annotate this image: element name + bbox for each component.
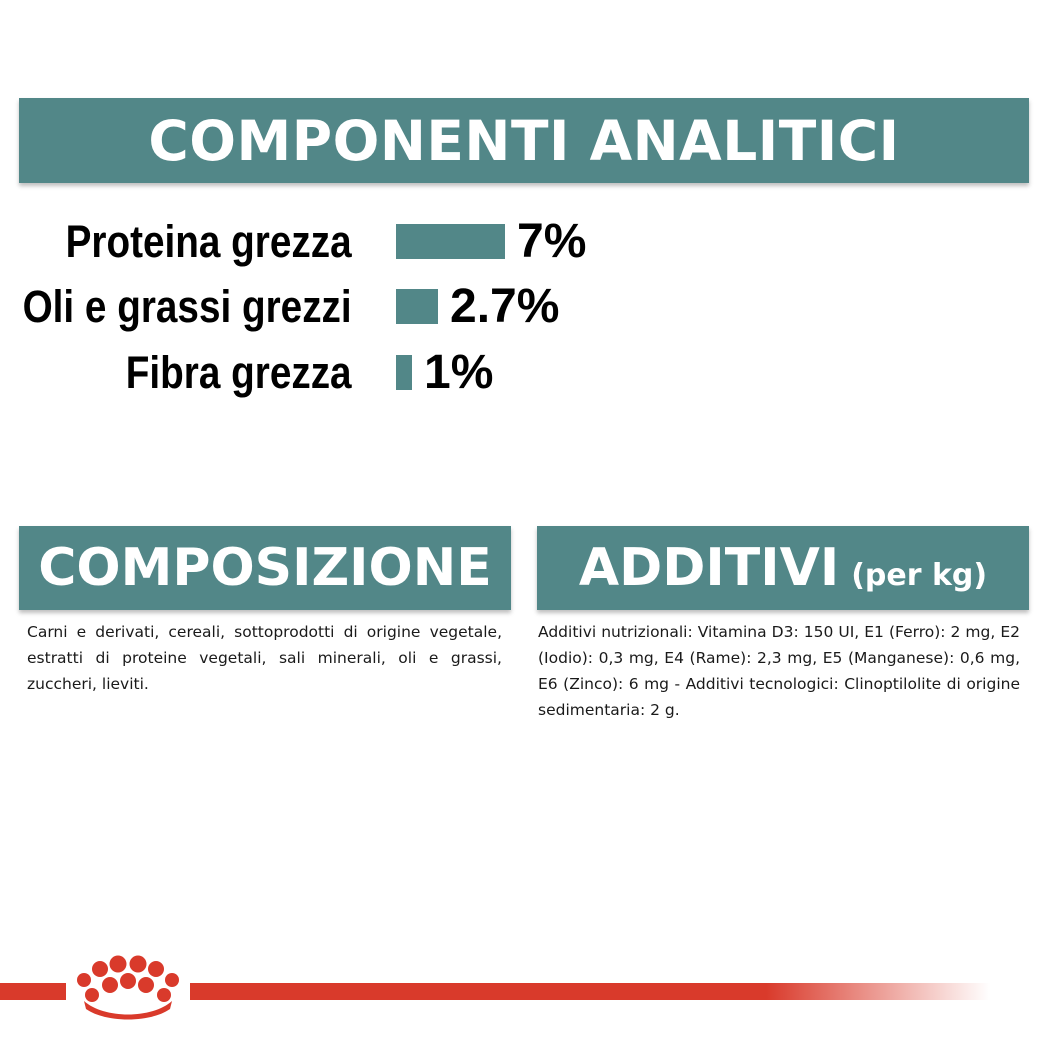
analytic-bar — [396, 355, 412, 390]
footer-red-line-left — [0, 983, 66, 1000]
analytic-components-banner — [19, 98, 1029, 183]
additives-text: Additivi nutrizionali: Vitamina D3: 150 UI, E1 (Ferro): 2 mg, E2 (Iodio): 0,3 mg, E4 (Rame): 2,3 mg, E5 (Manganese): 0,6 mg, E6 (Zinco): 6 mg - Additivi tecnologici: Clinoptilolite di origine sedimentaria: 2 g. — [538, 623, 1020, 719]
composition-banner — [19, 526, 511, 610]
analytic-row-fiber — [0, 341, 1049, 405]
analytic-bar — [396, 224, 505, 259]
composition-text: Carni e derivati, cereali, sottoprodotti di origine vegetale, estratti di proteine vegetali, sali minerali, oli e grassi, zuccheri, lieviti. — [27, 623, 502, 693]
analytic-row-value: 7% — [517, 215, 587, 268]
analytic-row-value: 1% — [424, 346, 494, 399]
additives-title: ADDITIVI — [578, 538, 840, 598]
footer-red-line-right — [190, 983, 990, 1000]
analytic-row-label: Oli e grassi grezzi — [22, 281, 352, 332]
royal-canin-crown-icon — [70, 955, 186, 1021]
analytic-row-fat — [0, 275, 1049, 339]
analytic-bar — [396, 289, 438, 324]
analytic-components-title: COMPONENTI ANALITICI — [148, 108, 900, 173]
analytic-row-label: Fibra grezza — [126, 347, 352, 398]
analytic-row-protein — [0, 210, 1049, 274]
composition-title: COMPOSIZIONE — [38, 538, 492, 598]
analytic-row-value: 2.7% — [450, 280, 560, 333]
additives-banner — [537, 526, 1029, 610]
analytic-row-label: Proteina grezza — [65, 216, 352, 267]
additives-title-suffix: (per kg) — [851, 557, 988, 593]
